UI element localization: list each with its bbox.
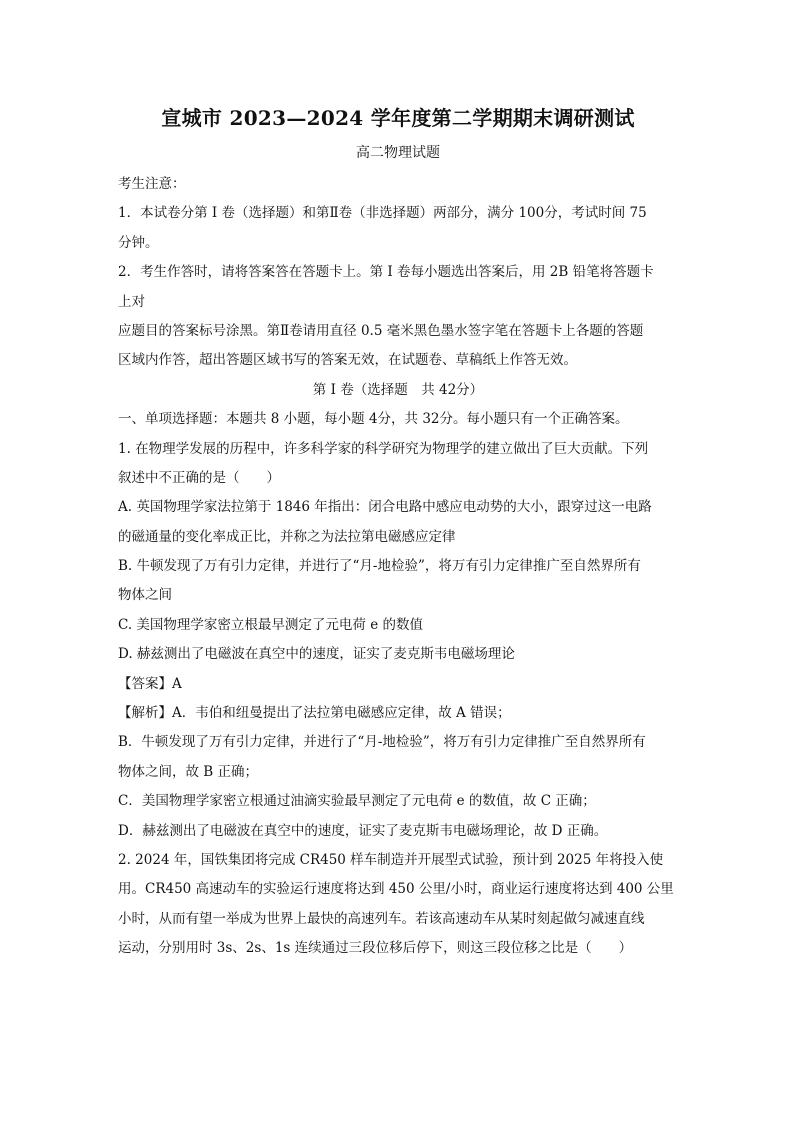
question-2-stem-line-4: 运动，分别用时 3s、2s、1s 连续通过三段位移后停下，则这三段位移之比是（ ） [118,940,633,957]
exam-title: 宣城市 2023—2024 学年度第二学期期末调研测试 [161,106,635,130]
question-1-option-a-line-1: A. 英国物理学家法拉第于 1846 年指出：闭合电路中感应电动势的大小，跟穿过这一电路 [118,499,652,516]
question-1-option-b-line-1: B. 牛顿发现了万有引力定律，并进行了“月-地检验”，将万有引力定律推广至自然界所有 [118,558,641,575]
question-1-stem-line-2: 叙述中不正确的是（ ） [118,469,280,486]
notice-heading: 考生注意： [118,176,186,192]
question-1-analysis-line-3: 物体之间，故 B 正确； [118,763,259,780]
question-1-option-b-line-2: 物体之间 [118,587,172,604]
notice-item-2-line-3: 应题目的答案标号涂黑。第Ⅱ卷请用直径 0.5 毫米黑色墨水签字笔在答题卡上各题的答题 [118,322,644,339]
notice-item-2-line-2: 上对 [118,293,145,310]
question-1-analysis-line-1: 【解析】A．韦伯和纽曼提出了法拉第电磁感应定律，故 A 错误； [118,705,511,722]
question-1-stem-line-1: 1. 在物理学发展的历程中，许多科学家的科学研究为物理学的建立做出了巨大贡献。下列 [118,440,649,457]
notice-item-2-line-4: 区域内作答，超出答题区域书写的答案无效，在试题卷、草稿纸上作答无效。 [118,352,577,369]
part-1-intro: 一、单项选择题：本题共 8 小题，每小题 4分，共 32分。每小题只有一个正确答案。 [118,411,629,428]
exam-subtitle: 高二物理试题 [356,145,440,161]
question-1-analysis-line-2: B．牛顿发现了万有引力定律，并进行了“月-地检验”，将万有引力定律推广至自然界所有 [118,734,646,751]
question-1-analysis-line-5: D．赫兹测出了电磁波在真空中的速度，证实了麦克斯韦电磁场理论，故 D 正确。 [118,822,608,839]
question-1-option-a-line-2: 的磁通量的变化率成正比，并称之为法拉第电磁感应定律 [118,528,456,545]
section-1-heading: 第 I 卷（选择题 共 42分） [312,381,484,398]
exam-page [118,100,678,964]
question-1-option-d: D. 赫兹测出了电磁波在真空中的速度，证实了麦克斯韦电磁场理论 [118,646,515,663]
question-2-stem-line-3: 小时，从而有望一举成为世界上最快的高速列车。若该高速动车从某时刻起做匀减速直线 [118,910,645,927]
question-1-analysis-line-4: C．美国物理学家密立根通过油滴实验最早测定了元电荷 e 的数值，故 C 正确； [118,793,596,810]
notice-item-2-line-1: 2．考生作答时，请将答案答在答题卡上。第 I 卷每小题选出答案后，用 2B 铅笔将答题卡 [118,264,654,281]
question-2-stem-line-1: 2. 2024 年，国铁集团将完成 CR450 样车制造并开展型式试验，预计到 2025 年将投入使 [118,851,664,868]
notice-item-1-line-1: 1．本试卷分第 I 卷（选择题）和第Ⅱ卷（非选择题）两部分，满分 100分，考试时间 75 [118,205,647,222]
notice-item-1-line-2: 分钟。 [118,234,159,251]
question-1-answer: 【答案】A [118,675,182,692]
question-2-stem-line-2: 用。CR450 高速动车的实验运行速度将达到 450 公里/小时，商业运行速度将达到 400 公里 [118,881,674,898]
question-1-option-c: C. 美国物理学家密立根最早测定了元电荷 e 的数值 [118,616,424,633]
